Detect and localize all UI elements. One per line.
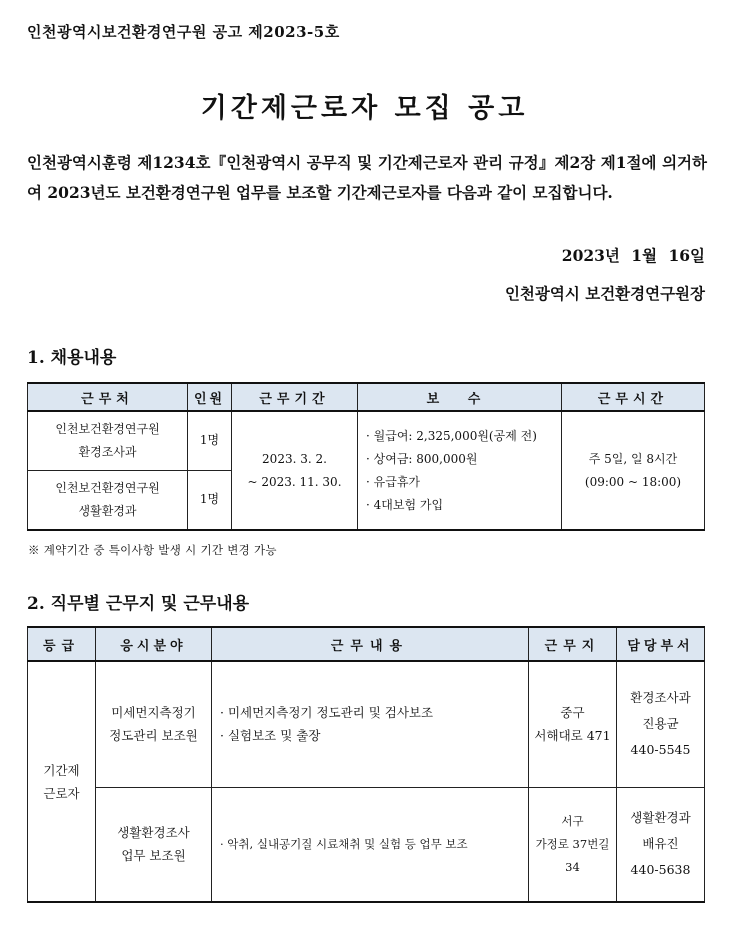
section2-title: 2. 직무별 근무지 및 근무내용 xyxy=(27,594,250,614)
header-location: 근무지 xyxy=(529,627,617,661)
table-cell-location: 중구 서해대로 471 xyxy=(529,661,617,787)
header-department: 담당부서 xyxy=(617,627,705,661)
notice-number: 인천광역시보건환경연구원 공고 제2023-5호 xyxy=(27,23,340,41)
header-duties: 근무내용 xyxy=(212,627,529,661)
table-cell-workplace: 인천보건환경연구원 환경조사과 xyxy=(28,411,188,470)
header-workplace: 근무처 xyxy=(28,383,188,411)
table-cell-headcount: 1명 xyxy=(188,411,232,470)
header-grade: 등급 xyxy=(28,627,96,661)
table-cell-headcount: 1명 xyxy=(188,470,232,530)
issuing-organization: 인천광역시 보건환경연구원장 xyxy=(504,284,705,303)
table-cell-duties: · 악취, 실내공기질 시료채취 및 실험 등 업무 보조 xyxy=(212,787,529,902)
page-title: 기간제근로자 모집 공고 xyxy=(200,93,529,124)
contract-note: ※ 계약기간 중 특이사항 발생 시 기간 변경 가능 xyxy=(28,543,277,557)
table-cell-pay: · 월급여: 2,325,000원(공제 전) · 상여금: 800,000원 · 유급휴가 · 4대보험 가입 xyxy=(358,411,562,530)
header-pay: 보 수 xyxy=(358,383,562,411)
table-cell-department: 생활환경과 배유진 440-5638 xyxy=(617,787,705,902)
hiring-table xyxy=(27,382,705,531)
notice-body: 인천광역시훈령 제1234호『인천광역시 공무직 및 기간제근로자 관리 규정』제2장 제1절에 의거하여 2023년도 보건환경연구원 업무를 보조할 기간제근로자를 다음과 같이 모집합니다. xyxy=(27,153,707,202)
duties-table xyxy=(27,626,705,903)
table-cell-field: 미세먼지측정기 정도관리 보조원 xyxy=(96,661,212,787)
table-cell-hours: 주 5일, 일 8시간 (09:00 ~ 18:00) xyxy=(562,411,705,530)
header-field: 응시분야 xyxy=(96,627,212,661)
notice-date: 2023년 1월 16일 xyxy=(561,246,705,265)
section1-title: 1. 채용내용 xyxy=(27,348,117,368)
table-cell-period: 2023. 3. 2. ~ 2023. 11. 30. xyxy=(232,411,358,530)
table-cell-grade: 기간제 근로자 xyxy=(28,661,96,902)
header-hours: 근무시간 xyxy=(562,383,705,411)
table-cell-field: 생활환경조사 업무 보조원 xyxy=(96,787,212,902)
table-cell-duties: · 미세먼지측정기 정도관리 및 검사보조 · 실험보조 및 출장 xyxy=(212,661,529,787)
table-cell-workplace: 인천보건환경연구원 생활환경과 xyxy=(28,470,188,530)
header-headcount: 인원 xyxy=(188,383,232,411)
table-cell-department: 환경조사과 진용균 440-5545 xyxy=(617,661,705,787)
header-period: 근무기간 xyxy=(232,383,358,411)
table-cell-location: 서구 가정로 37번길 34 xyxy=(529,787,617,902)
